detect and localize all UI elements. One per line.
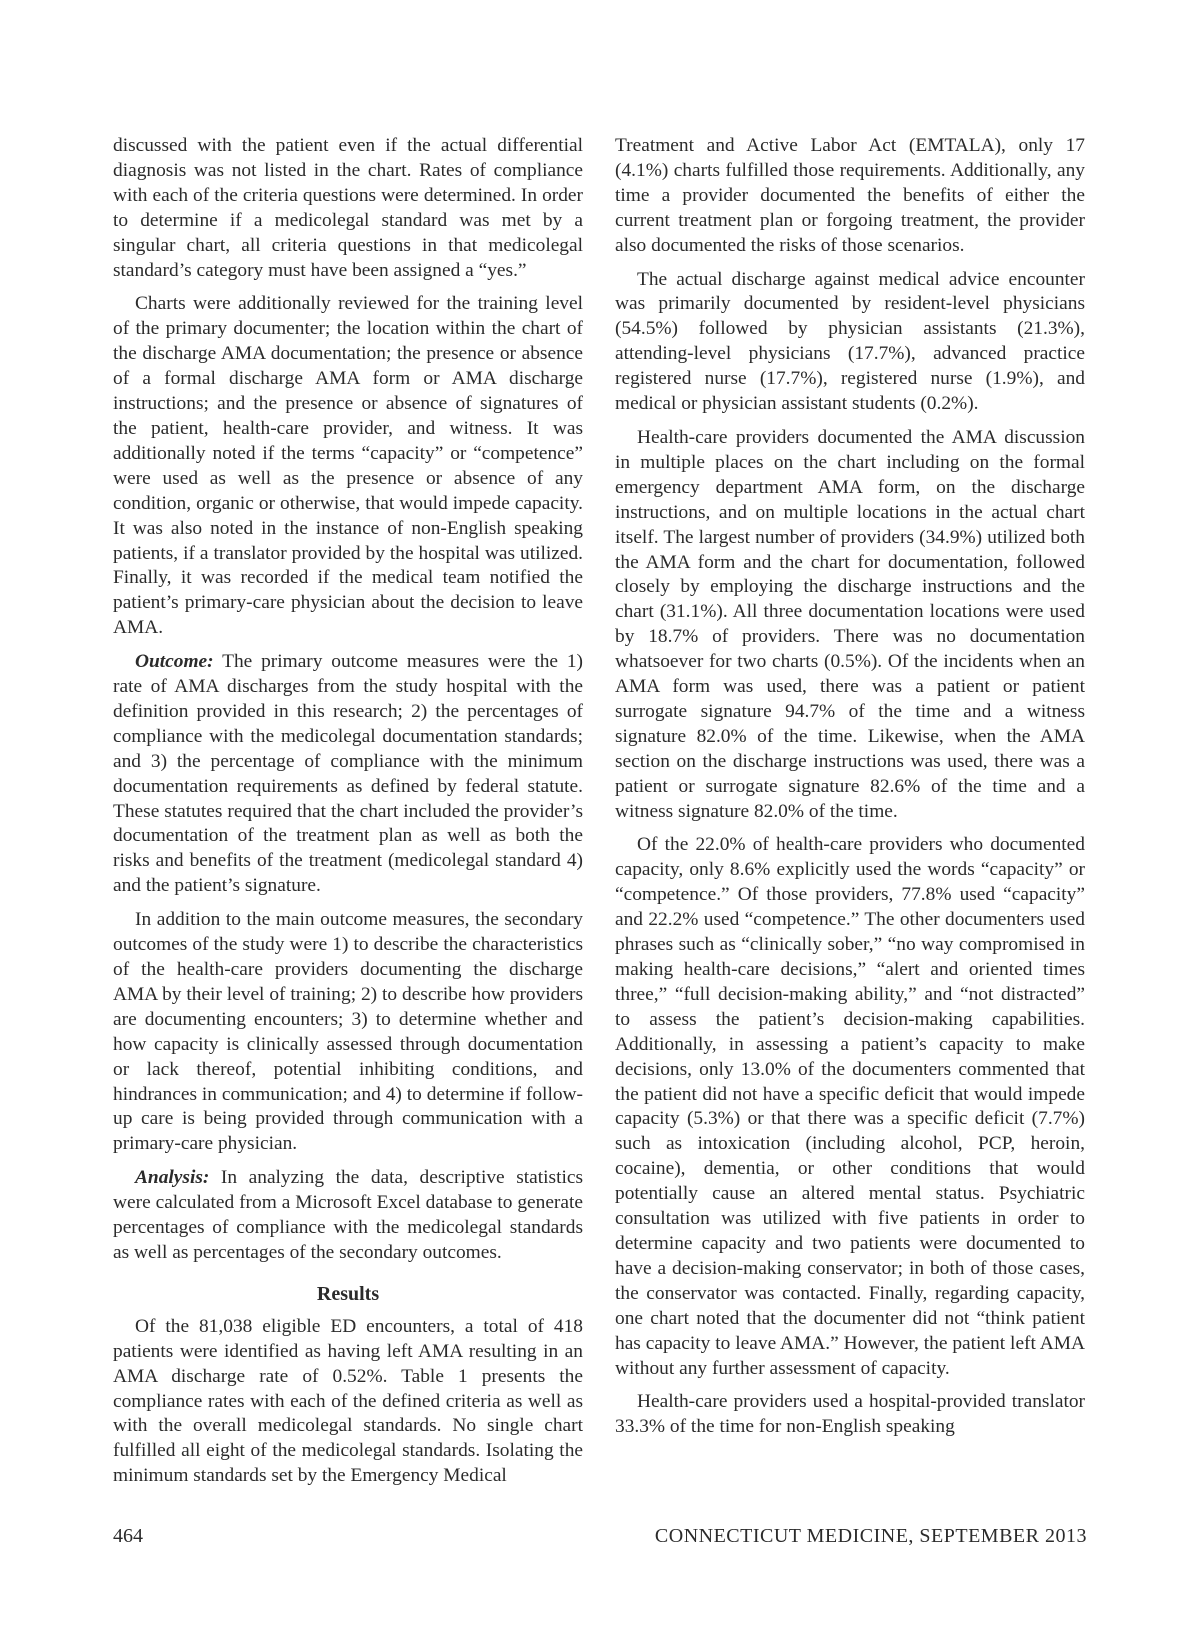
right-column	[615, 134, 1085, 1449]
paragraph: Of the 81,038 eligible ED encounters, a total of 418 patients were identified as having left AMA resulting in an AMA discharge rate of 0.52%. Table 1 presents the compliance rates with each of the defined criteria as well as with the overall medicolegal standards. No single chart fulfilled all eight of the medicolegal standards. Isolating the minimum standards set by the Emergency Medical	[113, 1315, 583, 1487]
analysis-paragraph	[113, 1166, 583, 1266]
results-heading: Results	[316, 1282, 380, 1305]
journal-footer: CONNECTICUT MEDICINE, SEPTEMBER 2013	[654, 1525, 1087, 1547]
paragraph: discussed with the patient even if the actual differential diagnosis was not listed in the chart. Rates of compliance with each of the criteria questions were determined. In order to determine if a medicolegal standard was met by a singular chart, all criteria questions in that medicolegal standard’s category must have been assigned a “yes.”	[113, 135, 583, 281]
paragraph: The actual discharge against medical advice encounter was primarily documented by resident-level physicians (54.5%) followed by physician assistants (21.3%), attending-level physicians (17.7%), advanced practice registered nurse (17.7%), registered nurse (1.9%), and medical or physician assistant students (0.2%).	[615, 268, 1085, 415]
paragraph: Of the 22.0% of health-care providers who documented capacity, only 8.6% explicitly used the words “capacity” or “competence.” Of those providers, 77.8% used “capacity” and 22.2% used “competence.” The other documenters used phrases such as “clinically sober,” “no way compromised in making health-care decisions,” “alert and oriented times three,” “full decision-making ability,” and “not distracted” to assess the patient’s decision-making capabilities. Additionally, in assessing a patient’s capacity to make decisions, only 13.0% of the documenters commented that the patient did not have a specific deficit that would impede capacity (5.3%) or that there was a specific deficit (7.7%) such as intoxication (including alcohol, PCP, heroin, cocaine), dementia, or other conditions that would potentially cause an altered mental status. Psychiatric consultation was utilized with five patients in order to determine capacity and two patients were documented to have a decision-making conservator; in both of those cases, the conservator was contacted. Finally, regarding capacity, one chart noted that the documenter did not “think patient has capacity to leave AMA.” However, the patient left AMA without any further assessment of capacity.	[615, 834, 1085, 1379]
analysis-label: Analysis:	[135, 1167, 210, 1189]
analysis-text: In analyzing the data, descriptive statistics were calculated from a Microsoft Excel database to generate percentages of compliance with the medicolegal standards as well as percentages of the secondary outcomes.	[113, 1167, 583, 1263]
outcome-text: The primary outcome measures were the 1) rate of AMA discharges from the study hospital with the definition provided in this research; 2) the percentages of compliance with the medicolegal documentation standards; and 3) the percentage of compliance with the minimum documentation requirements as defined by federal statute. These statutes required that the chart included the provider’s documentation of the treatment plan as well as both the risks and benefits of the treatment (medicolegal standard 4) and the patient’s signature.	[113, 651, 583, 897]
left-column	[113, 134, 583, 1498]
page-number: 464	[113, 1525, 143, 1547]
outcome-label: Outcome:	[135, 651, 214, 673]
paragraph: Health-care providers documented the AMA discussion in multiple places on the chart including on the formal emergency department AMA form, on the discharge instructions, and on multiple locations in the actual chart itself. The largest number of providers (34.9%) utilized both the AMA form and the chart for documentation, followed closely by employing the discharge instructions and the chart (31.1%). All three documentation locations were used by 18.7% of providers. There was no documentation whatsoever for two charts (0.5%). Of the incidents when an AMA form was used, there was a patient or patient surrogate signature 94.7% of the time and a witness signature 82.0% of the time. Likewise, when the AMA section on the discharge instructions was used, there was a patient or surrogate signature 82.6% of the time and a witness signature 82.0% of the time.	[615, 426, 1085, 822]
paragraph: In addition to the main outcome measures, the secondary outcomes of the study were 1) to describe the characteristics of the health-care providers documenting the discharge AMA by their level of training; 2) to describe how providers are documenting encounters; 3) to determine whether and how capacity is clinically assessed through documentation or lack thereof, potential inhibiting conditions, and hindrances in communication; and 4) to determine if follow-up care is being provided through communication with a primary-care physician.	[113, 909, 583, 1155]
paragraph: Charts were additionally reviewed for the training level of the primary documenter; the location within the chart of the discharge AMA documentation; the presence or absence of a formal discharge AMA form or AMA discharge instructions; and the presence or absence of signatures of the patient, health-care provider, and witness. It was additionally noted if the terms “capacity” or “competence” were used as well as the presence or absence of any condition, organic or otherwise, that would impede capacity. It was also noted in the instance of non-English speaking patients, if a translator provided by the hospital was utilized. Finally, it was recorded if the medical team notified the patient’s primary-care physician about the decision to leave AMA.	[113, 293, 583, 639]
paragraph: Health-care providers used a hospital-provided translator 33.3% of the time for non-English speaking	[615, 1391, 1085, 1438]
paragraph: Treatment and Active Labor Act (EMTALA), only 17 (4.1%) charts fulfilled those requirements. Additionally, any time a provider documented the benefits of either the current treatment plan or forgoing treatment, the provider also documented the risks of those scenarios.	[615, 135, 1085, 256]
outcome-paragraph	[113, 650, 583, 899]
